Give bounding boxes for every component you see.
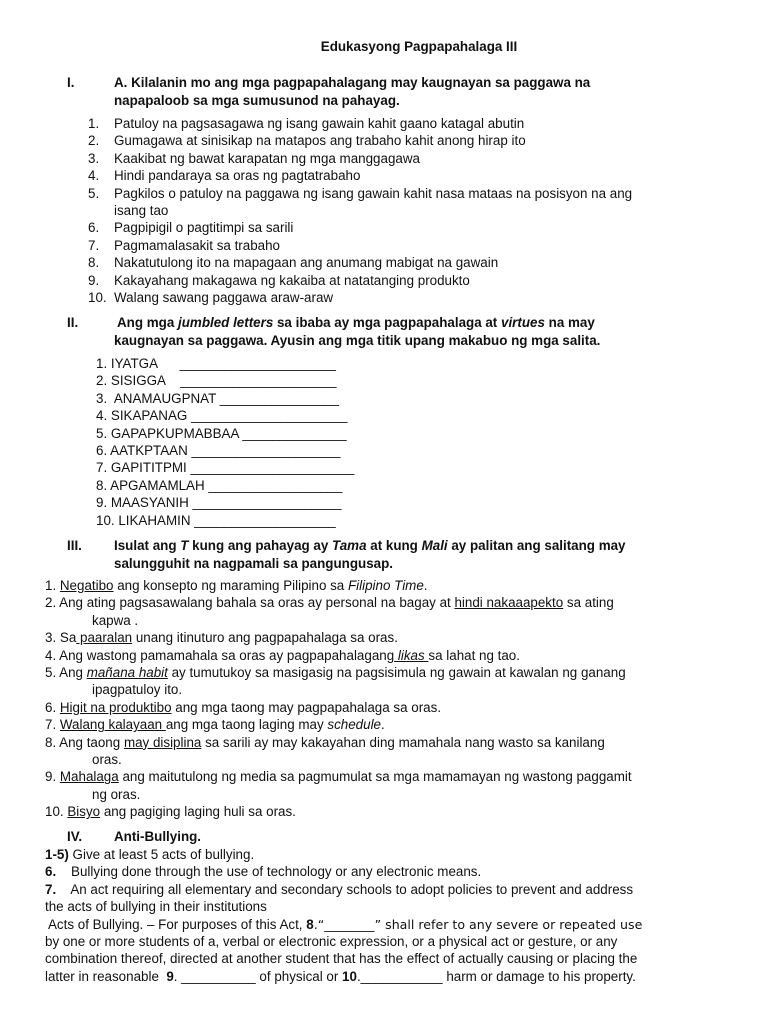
s3-h-tama: Tama bbox=[332, 538, 367, 553]
s3i6-b: ang mga taong may pagpapahalaga sa oras. bbox=[171, 699, 442, 715]
item-number: 9. bbox=[88, 272, 100, 288]
s3i1-a: 1. bbox=[45, 578, 60, 593]
s4-line-6: combination thereof, directed at another student that has the effect of actually causing or placing the bbox=[45, 951, 638, 967]
s4l7-a: latter in reasonable bbox=[45, 968, 167, 984]
item-text: Hindi pandaraya sa oras ng pagtatrabaho bbox=[114, 168, 361, 184]
s3i9-underlined: Mahalaga bbox=[59, 769, 119, 785]
item-number: 8. bbox=[88, 255, 100, 271]
s3i7-c: . bbox=[381, 717, 385, 733]
s4l3-num: 7. bbox=[45, 881, 57, 897]
s3i2-underlined: hindi nakaaapekto bbox=[454, 595, 564, 611]
s3i10-b: ang pagiging laging huli sa oras. bbox=[100, 804, 296, 820]
s4-line-7 bbox=[45, 968, 760, 985]
s3i6-underlined: Higit na produktibo bbox=[59, 699, 172, 715]
s4l4-num: 8 bbox=[306, 916, 314, 932]
s3i4-b: sa lahat ng tao. bbox=[428, 647, 520, 663]
s3i7-b: ang mga taong laging may bbox=[165, 717, 328, 733]
s4l2-text: Bullying done through the use of technology or any electronic means. bbox=[56, 864, 482, 880]
s4-line-3-cont: the acts of bullying in their institutions bbox=[45, 899, 267, 915]
s4l7-c: . __________ of physical or bbox=[173, 968, 343, 984]
s4-line-4 bbox=[45, 916, 760, 933]
section-2-number: II. bbox=[67, 315, 79, 330]
s4l1-text: Give at least 5 acts of bullying. bbox=[68, 847, 255, 862]
item-number: 6. bbox=[88, 220, 100, 236]
s3-item-2 bbox=[45, 594, 745, 611]
item-text: Pagmamalasakit sa trabaho bbox=[114, 237, 280, 253]
section-1-item bbox=[88, 272, 728, 289]
s3-h-t: T bbox=[180, 538, 189, 553]
section-1-item bbox=[88, 219, 728, 236]
section-2-item: 3. ANAMAUGPNAT ________________ bbox=[96, 390, 339, 406]
section-2-item: 6. AATKPTAAN ____________________ bbox=[96, 443, 341, 459]
s3-h-d: ay palitan ang salitang may bbox=[447, 538, 626, 553]
s3i7-underlined: Walang kalayaan bbox=[59, 717, 166, 733]
s3-h-c: at kung bbox=[366, 538, 422, 553]
s3-item-3 bbox=[45, 629, 745, 646]
s3i9-b: ang maitutulong ng media sa pagmumulat sa mga mamamayan ng wastong paggamit bbox=[118, 769, 632, 785]
item-number: 2. bbox=[88, 133, 100, 149]
s3-h-b: kung ang pahayag ay bbox=[188, 538, 333, 553]
section-3-heading-line2: salungguhit na nagpamali sa pangungusap. bbox=[114, 556, 393, 571]
s3-item-8 bbox=[45, 734, 745, 751]
s3i5-a: 5. Ang bbox=[45, 665, 87, 681]
s2-h-post: na may bbox=[544, 315, 595, 330]
s4l2-num: 6. bbox=[45, 864, 57, 880]
s4l1-num: 1-5) bbox=[45, 847, 69, 862]
s3-item-7 bbox=[45, 716, 745, 733]
s2-h-pre: Ang mga bbox=[117, 315, 179, 330]
section-2-item: 5. GAPAPKUPMABBAA ______________ bbox=[96, 425, 347, 441]
s3i8-underlined: may disiplina bbox=[123, 734, 202, 750]
item-text: Kakayahang makagawa ng kakaiba at natatanging produkto bbox=[114, 272, 470, 288]
s4l7-num10: 10 bbox=[342, 968, 357, 984]
item-text: Nakatutulong ito na mapagaan ang anumang mabigat na gawain bbox=[114, 255, 499, 271]
s3i5-b: ay tumutukoy sa masigasig na pagsisimula ng gawain at kawalan ng ganang bbox=[167, 665, 626, 681]
item-text: Walang sawang paggawa araw-araw bbox=[114, 290, 334, 306]
section-3-heading-line1 bbox=[114, 537, 714, 554]
s3i2-b: sa ating bbox=[563, 595, 614, 611]
s4-line-2 bbox=[45, 863, 760, 880]
section-1-heading-line2: napapaloob sa mga sumusunod na pahayag. bbox=[114, 93, 400, 108]
section-1-number: I. bbox=[67, 75, 75, 90]
s3i3-a: 3. Sa bbox=[45, 630, 77, 646]
s3-item-1 bbox=[45, 577, 745, 594]
section-1-item bbox=[88, 150, 728, 167]
s3-item-9-cont: ng oras. bbox=[92, 786, 141, 802]
s3-h-a: Isulat ang bbox=[114, 538, 181, 553]
section-2-heading-line1 bbox=[117, 314, 717, 331]
section-1-item bbox=[88, 167, 728, 184]
section-1-item bbox=[88, 115, 728, 132]
section-2-list bbox=[96, 355, 496, 529]
s3-item-9 bbox=[45, 768, 745, 785]
s3i1-underlined: Negatibo bbox=[59, 578, 114, 593]
section-1-item bbox=[88, 132, 728, 149]
s4l4-c: .“________” shall refer to any severe or repeated use bbox=[313, 916, 643, 932]
s3i3-underlined: paaralan bbox=[76, 630, 133, 646]
s4-line-5: by one or more students of a, verbal or electronic expression, or a physical act or gesture, or any bbox=[45, 934, 618, 950]
s2-h-jumbled: jumbled letters bbox=[178, 315, 274, 330]
s3i9-a: 9. bbox=[45, 769, 60, 785]
s3i8-b: sa sarili ay may kakayahan ding mamahala nang wasto sa kanilang bbox=[201, 734, 605, 750]
s3-item-2-cont: kapwa . bbox=[92, 612, 139, 628]
item-number: 5. bbox=[88, 185, 100, 201]
section-2-item: 8. APGAMAMLAH __________________ bbox=[96, 477, 343, 493]
section-4-body bbox=[45, 846, 760, 985]
s3-item-8-cont: oras. bbox=[92, 752, 122, 768]
section-2-item: 7. GAPITITPMI ______________________ bbox=[96, 460, 355, 476]
s3-item-4 bbox=[45, 647, 745, 664]
section-2-item: 4. SIKAPANAG _____________________ bbox=[96, 408, 348, 424]
s3-item-5 bbox=[45, 664, 745, 681]
item-number: 3. bbox=[88, 150, 100, 166]
s4-line-3 bbox=[45, 881, 760, 898]
s3-h-mali: Mali bbox=[421, 538, 448, 553]
s3i5-underlined: mañana habit bbox=[86, 665, 168, 681]
s3-item-6 bbox=[45, 699, 745, 716]
s3i7-a: 7. bbox=[45, 717, 60, 733]
section-1-item bbox=[88, 237, 728, 254]
item-number: 7. bbox=[88, 237, 100, 253]
s2-h-virtues: virtues bbox=[501, 315, 545, 330]
s3i1-b: ang konsepto ng maraming Pilipino sa bbox=[113, 578, 348, 593]
s4l4-a: Acts of Bullying. – For purposes of this Act, bbox=[45, 916, 307, 932]
s3-item-5-cont: ipagpatuloy ito. bbox=[92, 682, 183, 698]
s4l3-text: An act requiring all elementary and secondary schools to adopt policies to prevent and address bbox=[56, 881, 634, 897]
page-title: Edukasyong Pagpapahalaga III bbox=[320, 39, 518, 54]
item-text: Pagkilos o patuloy na paggawa ng isang gawain kahit nasa mataas na posisyon na ang bbox=[114, 185, 633, 201]
section-2-item: 10. LIKAHAMIN ___________________ bbox=[96, 512, 336, 528]
s3i4-underlined: likas bbox=[394, 647, 429, 663]
item-number: 4. bbox=[88, 168, 100, 184]
s3i6-a: 6. bbox=[45, 699, 60, 715]
s3i2-a: 2. Ang ating pagsasawalang bahala sa oras ay personal na bagay at bbox=[45, 595, 455, 611]
s4l7-e: .___________ harm or damage to his property. bbox=[356, 968, 636, 984]
section-1-item bbox=[88, 254, 728, 271]
item-number: 1. bbox=[88, 116, 100, 131]
s3i1-c: . bbox=[423, 578, 428, 593]
s3i3-b: unang itinuturo ang pagpapahalaga sa oras. bbox=[132, 630, 398, 646]
s3i4-a: 4. Ang wastong pamamahala sa oras ay pagpapahalagang bbox=[45, 647, 395, 663]
section-1-item bbox=[88, 185, 728, 202]
section-4-title: Anti-Bullying. bbox=[114, 829, 202, 844]
section-2-heading-line2: kaugnayan sa paggawa. Ayusin ang mga titik upang makabuo ng mga salita. bbox=[114, 333, 601, 348]
item-text: Patuloy na pagsasagawa ng isang gawain kahit gaano katagal abutin bbox=[114, 116, 525, 131]
s2-h-mid: sa ibaba ay mga pagpapahalaga at bbox=[273, 315, 501, 330]
section-2-item: 1. IYATGA _____________________ bbox=[96, 356, 336, 371]
section-3-list bbox=[45, 577, 745, 821]
s3i10-underlined: Bisyo bbox=[67, 804, 101, 820]
section-3-number: III. bbox=[67, 538, 82, 553]
section-1-item bbox=[88, 289, 728, 306]
s4-line-1 bbox=[45, 846, 760, 863]
section-2-item: 9. MAASYANIH ____________________ bbox=[96, 495, 342, 511]
section-4-number: IV. bbox=[67, 829, 83, 844]
item-number: 10. bbox=[88, 290, 107, 306]
item-text: Kaakibat ng bawat karapatan ng mga manggagawa bbox=[114, 150, 420, 166]
section-1-list bbox=[88, 115, 728, 306]
item-text: Gumagawa at sinisikap na matapos ang trabaho kahit anong hirap ito bbox=[114, 133, 526, 149]
s3i7-italic: schedule bbox=[327, 717, 381, 733]
section-1-item bbox=[88, 202, 728, 219]
section-2-item: 2. SISIGGA _____________________ bbox=[96, 373, 337, 389]
item-text: isang tao bbox=[114, 203, 169, 219]
s3i8-a: 8. Ang taong bbox=[45, 734, 124, 750]
s3i10-a: 10. bbox=[45, 804, 68, 820]
s3-item-10 bbox=[45, 803, 745, 820]
s4l7-num9: 9 bbox=[166, 968, 174, 984]
section-1-heading-line1: A. Kilalanin mo ang mga pagpapahalagang may kaugnayan sa paggawa na bbox=[114, 75, 591, 90]
s3i1-italic: Filipino Time bbox=[347, 578, 424, 593]
item-text: Pagpipigil o pagtitimpi sa sarili bbox=[114, 220, 294, 236]
